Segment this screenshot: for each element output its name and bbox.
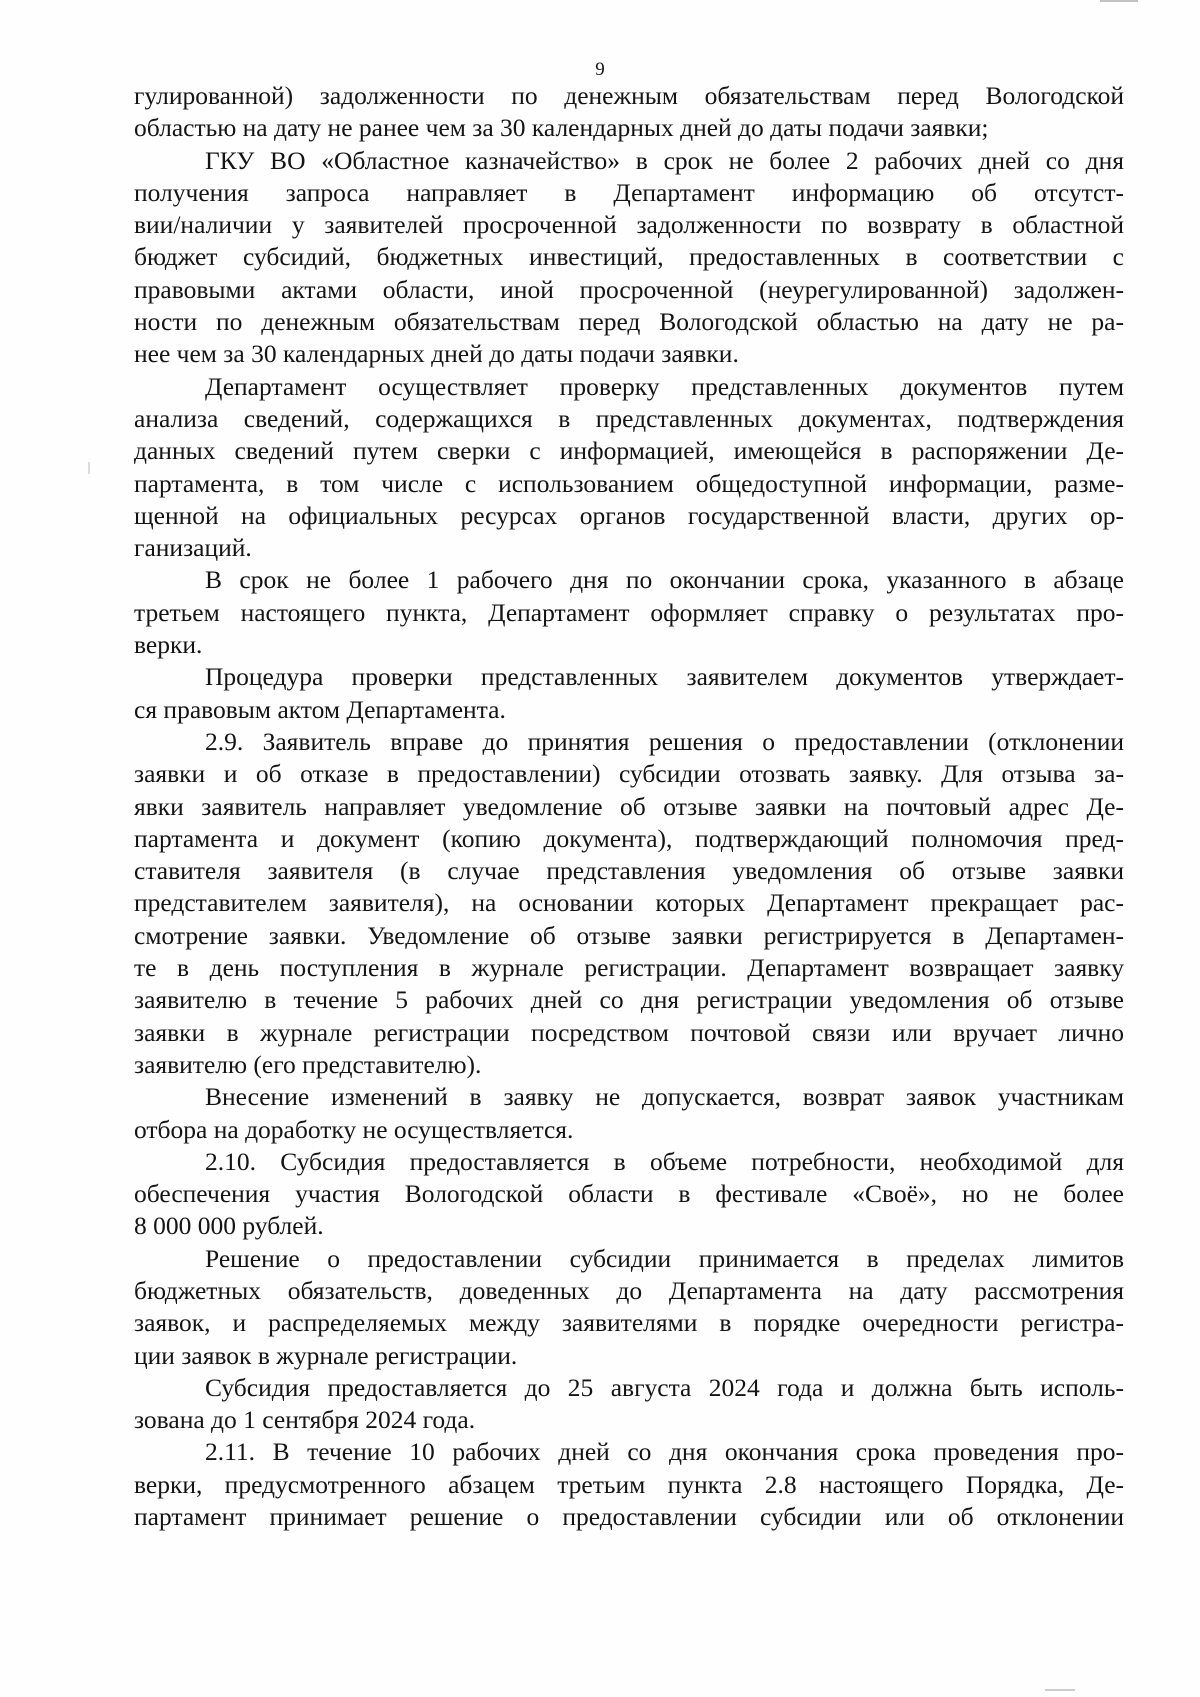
text-line: Субсидия предоставляется до 25 августа 2024 года и должна быть исполь-	[205, 1372, 1124, 1402]
page-number: 9	[595, 59, 605, 80]
text-line: ганизаций.	[134, 533, 252, 563]
text-line: правовыми актами области, иной просроченной (неурегулированной) задолжен-	[134, 274, 1124, 304]
text-line: нее чем за 30 календарных дней до даты подачи заявки.	[134, 339, 739, 369]
text-line: заявителю в течение 5 рабочих дней со дня регистрации уведомления об отзыве	[134, 985, 1124, 1015]
text-line: явки заявитель направляет уведомление об отзыве заявки на почтовый адрес Де-	[134, 791, 1124, 821]
text-line: получения запроса направляет в Департамент информацию об отсутст-	[134, 177, 1124, 207]
text-line: Департамент осуществляет проверку представленных документов путем	[205, 371, 1124, 401]
scan-artifact	[88, 462, 90, 474]
text-line: ции заявок в журнале регистрации.	[134, 1340, 518, 1370]
text-line: Решение о предоставлении субсидии принимается в пределах лимитов	[205, 1243, 1124, 1273]
text-line: бюджетных обязательств, доведенных до Департамента на дату рассмотрения	[134, 1275, 1124, 1305]
text-line: щенной на официальных ресурсах органов государственной власти, других ор-	[134, 500, 1124, 530]
text-line: данных сведений путем сверки с информацией, имеющейся в распоряжении Де-	[134, 436, 1124, 466]
text-line: 2.10. Субсидия предоставляется в объеме потребности, необходимой для	[205, 1146, 1124, 1176]
text-line: партамента, в том числе с использованием общедоступной информации, разме-	[134, 468, 1124, 498]
text-line: заявки и об отказе в предоставлении) субсидии отозвать заявку. Для отзыва за-	[134, 759, 1124, 789]
text-line: Внесение изменений в заявку не допускается, возврат заявок участникам	[205, 1082, 1124, 1112]
text-line: Процедура проверки представленных заявителем документов утверждает-	[205, 662, 1124, 692]
text-line: ности по денежным обязательствам перед Вологодской областью на дату не ра-	[134, 307, 1124, 337]
text-line: заявки в журнале регистрации посредством почтовой связи или вручает лично	[134, 1017, 1124, 1047]
text-line: 8 000 000 рублей.	[134, 1211, 324, 1241]
text-line: 2.11. В течение 10 рабочих дней со дня окончания срока проведения про-	[205, 1437, 1124, 1467]
text-line: 2.9. Заявитель вправе до принятия решения о предоставлении (отклонении	[205, 726, 1124, 756]
document-body	[134, 80, 1124, 1533]
text-line: ГКУ ВО «Областное казначейство» в срок не более 2 рабочих дней со дня	[205, 145, 1124, 175]
text-line: заявителю (его представителю).	[134, 1049, 482, 1079]
text-line: партамент принимает решение о предоставлении субсидии или об отклонении	[134, 1502, 1124, 1532]
text-line: заявок, и распределяемых между заявителями в порядке очередности регистра-	[134, 1308, 1124, 1338]
text-line: представителем заявителя), на основании которых Департамент прекращает рас-	[134, 888, 1124, 918]
text-line: гулированной) задолженности по денежным обязательствам перед Вологодской	[134, 81, 1124, 110]
scan-artifact	[1045, 1689, 1075, 1691]
text-line: те в день поступления в журнале регистрации. Департамент возвращает заявку	[134, 953, 1124, 983]
text-line: партамента и документ (копию документа), подтверждающий полномочия пред-	[134, 823, 1124, 853]
scan-artifact	[1100, 0, 1138, 2]
text-line: верки, предусмотренного абзацем третьим пункта 2.8 настоящего Порядка, Де-	[134, 1469, 1124, 1499]
text-line: В срок не более 1 рабочего дня по окончании срока, указанного в абзаце	[205, 565, 1124, 595]
text-line: анализа сведений, содержащихся в представленных документах, подтверждения	[134, 403, 1124, 433]
text-line: смотрение заявки. Уведомление об отзыве заявки регистрируется в Департамен-	[134, 920, 1124, 950]
text-line: третьем настоящего пункта, Департамент оформляет справку о результатах про-	[134, 597, 1124, 627]
text-line: отбора на доработку не осуществляется.	[134, 1114, 574, 1144]
text-line: зована до 1 сентября 2024 года.	[134, 1405, 476, 1435]
text-line: областью на дату не ранее чем за 30 календарных дней до даты подачи заявки;	[134, 113, 989, 143]
text-line: ставителя заявителя (в случае представления уведомления об отзыве заявки	[134, 856, 1124, 886]
text-line: обеспечения участия Вологодской области в фестивале «Своё», но не более	[134, 1179, 1124, 1209]
text-line: вии/наличии у заявителей просроченной задолженности по возврату в областной	[134, 210, 1124, 240]
text-line: ся правовым актом Департамента.	[134, 694, 506, 724]
text-line: бюджет субсидий, бюджетных инвестиций, предоставленных в соответствии с	[134, 242, 1124, 272]
text-line: верки.	[134, 630, 203, 660]
